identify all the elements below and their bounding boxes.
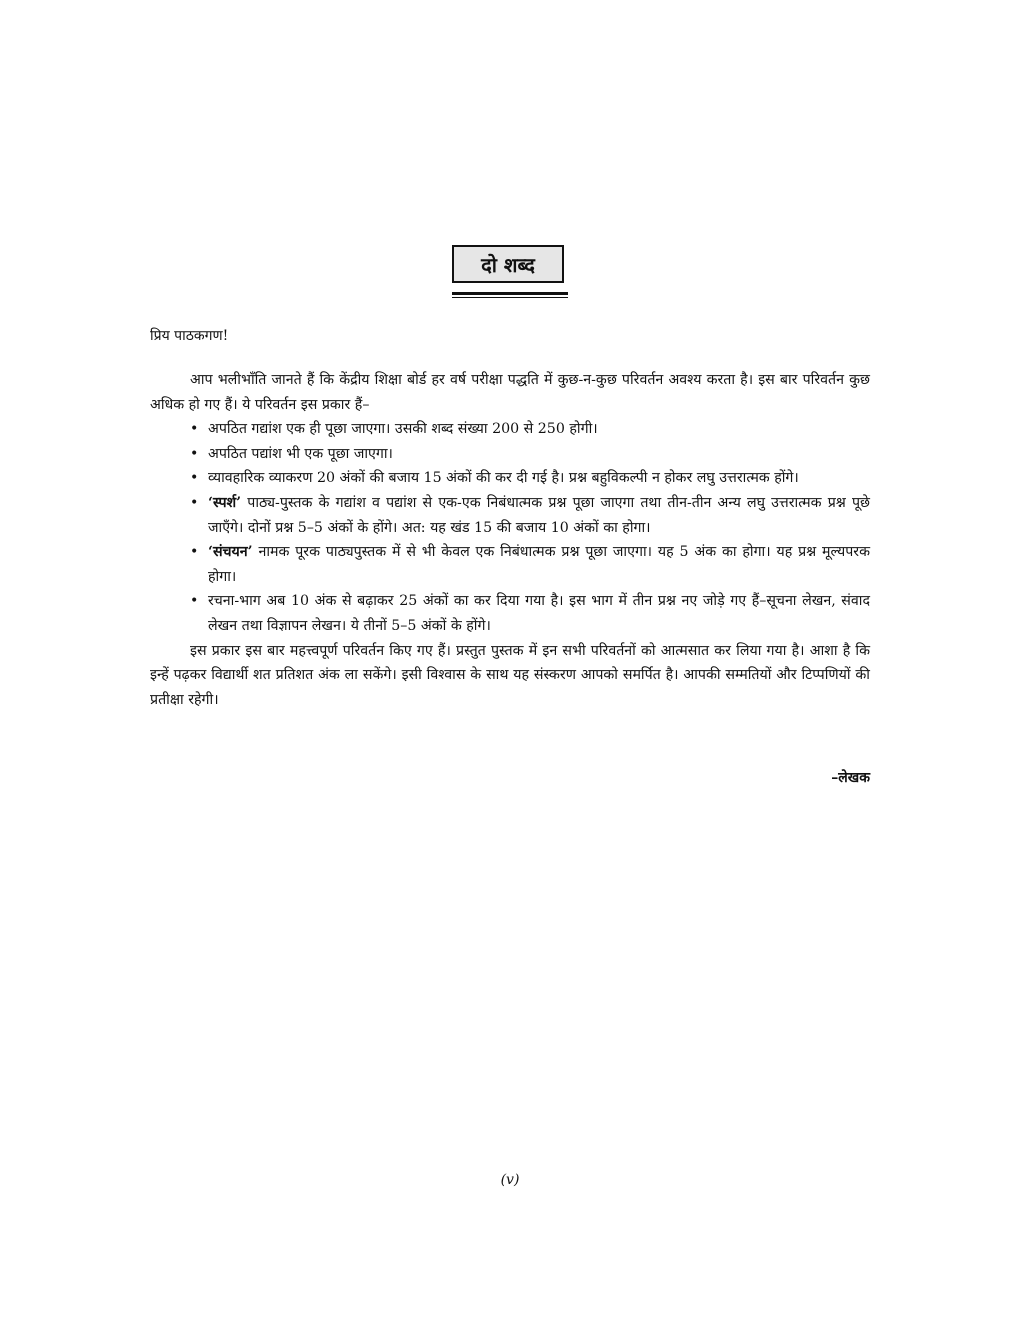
bullet-icon: • (190, 470, 199, 487)
list-item (190, 491, 870, 540)
list-item-text: व्यावहारिक व्याकरण 20 अंकों की बजाय 15 अंकों की कर दी गई है। प्रश्न बहुविकल्पी न होकर लघु उत्तरात्मक होंगे। (208, 470, 799, 487)
title-underline-thin (452, 297, 568, 298)
list-item (190, 540, 870, 589)
list-item (190, 417, 870, 442)
conclusion-paragraph: इस प्रकार इस बार महत्त्वपूर्ण परिवर्तन किए गए हैं। प्रस्तुत पुस्तक में इन सभी परिवर्तनों को आत्मसात कर लिया गया है। आशा है कि इन्हें पढ़कर विद्यार्थी शत प्रतिशत अंक ला सकेंगे। इसी विश्वास के साथ यह संस्करण आपको समर्पित है। आपकी सम्मतियों और टिप्पणियों की प्रतीक्षा रहेगी। (150, 642, 870, 708)
list-item-bold: ‘संचयन’ (208, 544, 253, 561)
list-item (190, 466, 870, 491)
bullet-icon: • (190, 593, 199, 610)
body-content (150, 368, 870, 712)
bullet-icon: • (190, 494, 199, 511)
page-title-box (452, 245, 568, 298)
list-item (190, 442, 870, 467)
changes-list (150, 417, 870, 638)
page-number: (v) (500, 1172, 520, 1188)
list-item-text: पाठ्य-पुस्तक के गद्यांश व पद्यांश से एक-एक निबंधात्मक प्रश्न पूछा जाएगा तथा तीन-तीन अन्य लघु उत्तरात्मक प्रश्न पूछे जाएँगे। दोनों प्रश्न 5–5 अंकों के होंगे। अत: यह खंड 15 की बजाय 10 अंकों का होगा। (208, 494, 870, 536)
list-item-text: नामक पूरक पाठ्यपुस्तक में से भी केवल एक निबंधात्मक प्रश्न पूछा जाएगा। यह 5 अंक का होगा। यह प्रश्न मूल्यपरक होगा। (208, 544, 870, 585)
bullet-icon: • (190, 445, 199, 462)
title-underline-thick (452, 292, 568, 295)
bullet-icon: • (190, 544, 199, 561)
list-item-bold: ‘स्पर्श’ (208, 494, 242, 511)
intro-paragraph: आप भलीभाँति जानते हैं कि केंद्रीय शिक्षा बोर्ड हर वर्ष परीक्षा पद्धति में कुछ-न-कुछ परिवर्तन अवश्य करता है। इस बार परिवर्तन कुछ अधिक हो गए हैं। ये परिवर्तन इस प्रकार हैं– (150, 372, 870, 413)
bullet-icon: • (190, 421, 199, 438)
author-signature: –लेखक (831, 770, 870, 786)
page-title: दो शब्द (452, 245, 564, 283)
greeting: प्रिय पाठकगण! (150, 328, 229, 344)
list-item-text: अपठित पद्यांश भी एक पूछा जाएगा। (208, 445, 393, 462)
list-item-text: रचना-भाग अब 10 अंक से बढ़ाकर 25 अंकों का कर दिया गया है। इस भाग में तीन प्रश्न नए जोड़े गए हैं–सूचना लेखन, संवाद लेखन तथा विज्ञापन लेखन। ये तीनों 5–5 अंकों के होंगे। (208, 593, 870, 634)
list-item-text: अपठित गद्यांश एक ही पूछा जाएगा। उसकी शब्द संख्या 200 से 250 होगी। (208, 421, 598, 438)
list-item (190, 589, 870, 638)
